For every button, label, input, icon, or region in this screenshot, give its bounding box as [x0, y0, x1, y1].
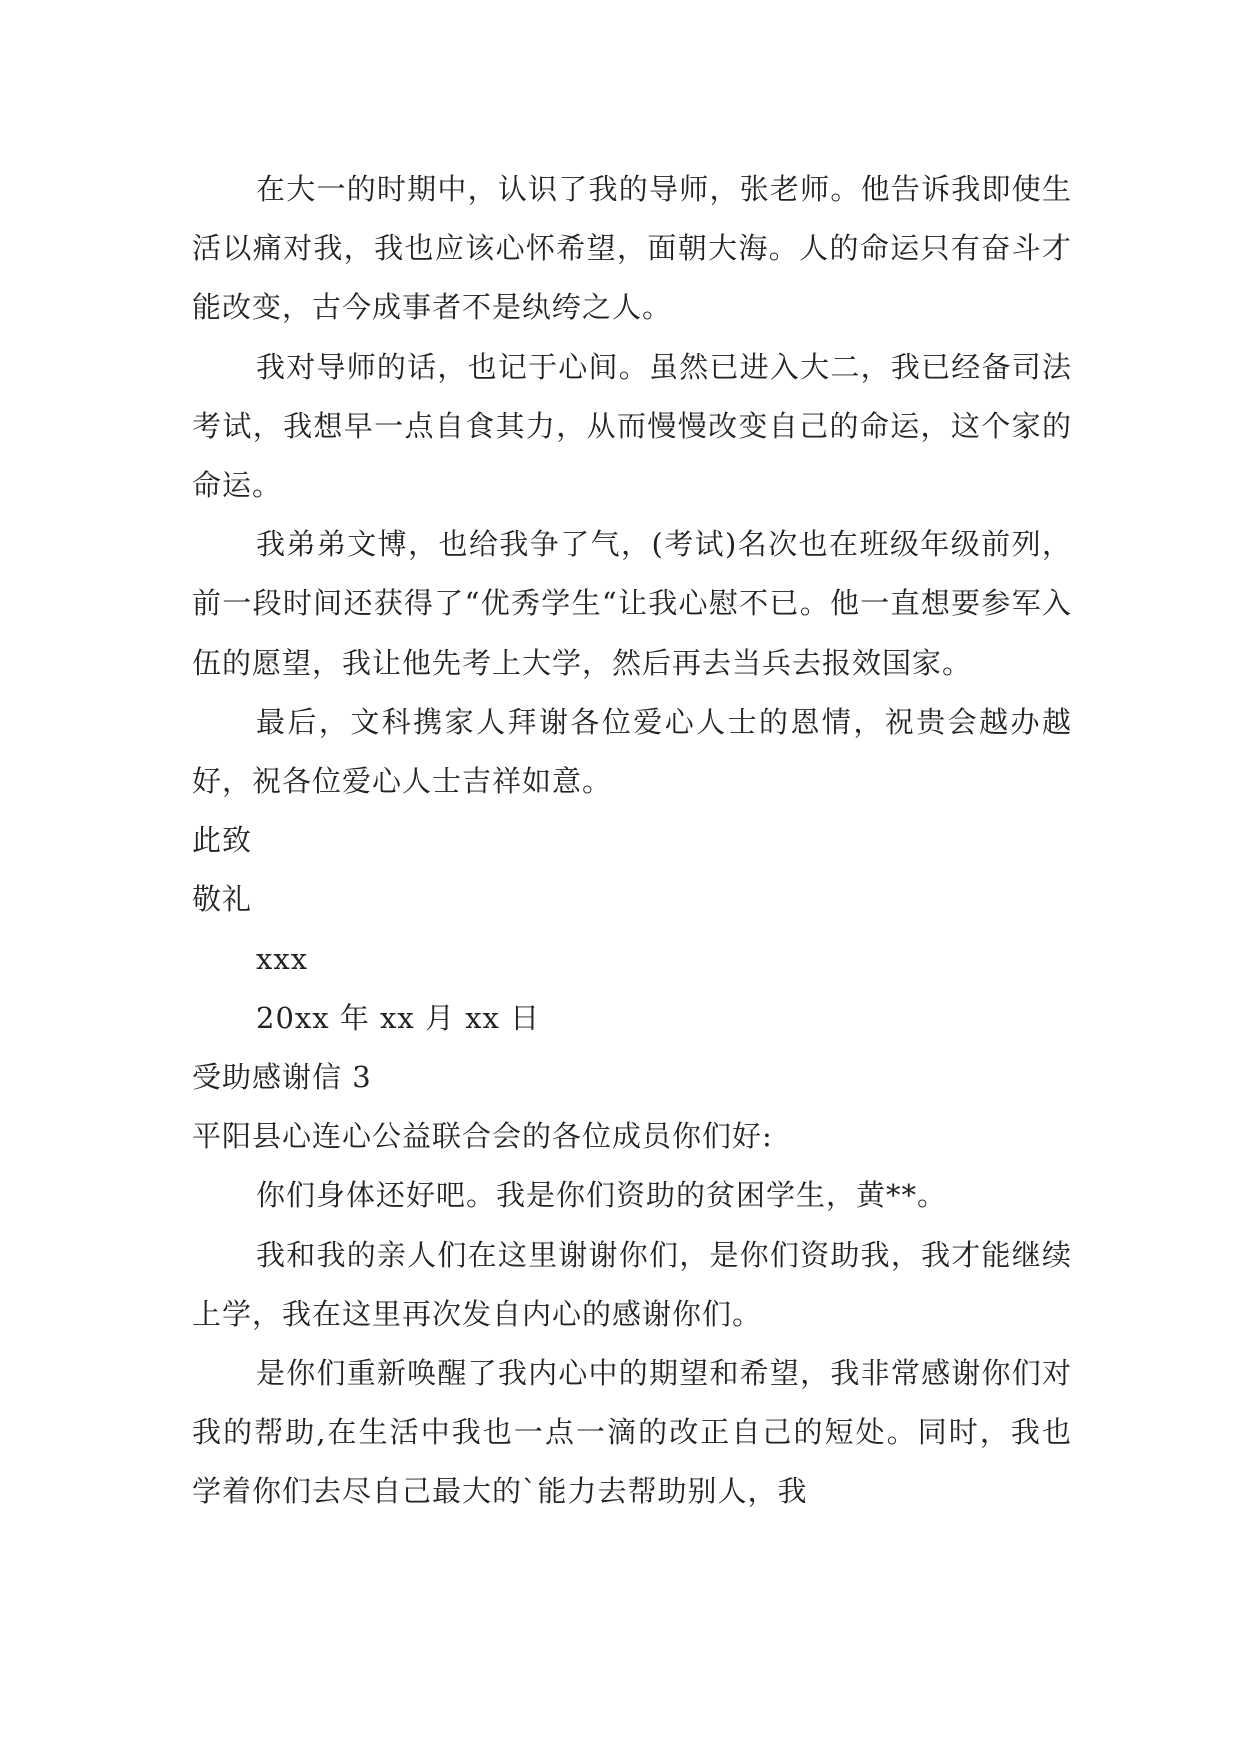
closing-line-2: 敬礼: [192, 882, 253, 917]
letter-date: 20xx 年 xx 月 xx 日: [256, 1000, 541, 1035]
letter-3-paragraph-hope: 是你们重新唤醒了我内心中的期望和希望，我非常感谢你们对我的帮助,在生活中我也一点一滴的改正自己的短处。同时，我也学着你们去尽自己最大的`能力去帮助别人，我: [192, 1356, 1072, 1509]
signature: xxx: [256, 941, 309, 976]
closing-line-1: 此致: [192, 823, 253, 858]
letter-3-title: 受助感谢信 3: [192, 1060, 372, 1095]
paragraph-thanks: 最后，文科携家人拜谢各位爱心人士的恩情，祝贵会越办越好，祝各位爱心人士吉祥如意。: [192, 704, 1072, 799]
paragraph-mentor: 在大一的时期中，认识了我的导师，张老师。他告诉我即使生活以痛对我，我也应该心怀希望，面朝大海。人的命运只有奋斗才能改变，古今成事者不是纨绔之人。: [192, 172, 1072, 325]
letter-3-paragraph-greeting: 你们身体还好吧。我是你们资助的贫困学生，黄**。: [256, 1178, 948, 1213]
paragraph-judicial-exam: 我对导师的话，也记于心间。虽然已进入大二，我已经备司法考试，我想早一点自食其力，从而慢慢改变自己的命运，这个家的命运。: [192, 349, 1072, 503]
letter-3-salutation: 平阳县心连心公益联合会的各位成员你们好:: [192, 1119, 773, 1154]
paragraph-brother: 我弟弟文博，也给我争了气，(考试)名次也在班级年级前列，前一段时间还获得了“优秀学生“让我心慰不已。他一直想要参军入伍的愿望，我让他先考上大学，然后再去当兵去报效国家。: [192, 527, 1072, 680]
letter-3-paragraph-gratitude: 我和我的亲人们在这里谢谢你们，是你们资助我，我才能继续上学，我在这里再次发自内心的感谢你们。: [192, 1237, 1072, 1331]
letter-body: [192, 160, 1072, 1522]
